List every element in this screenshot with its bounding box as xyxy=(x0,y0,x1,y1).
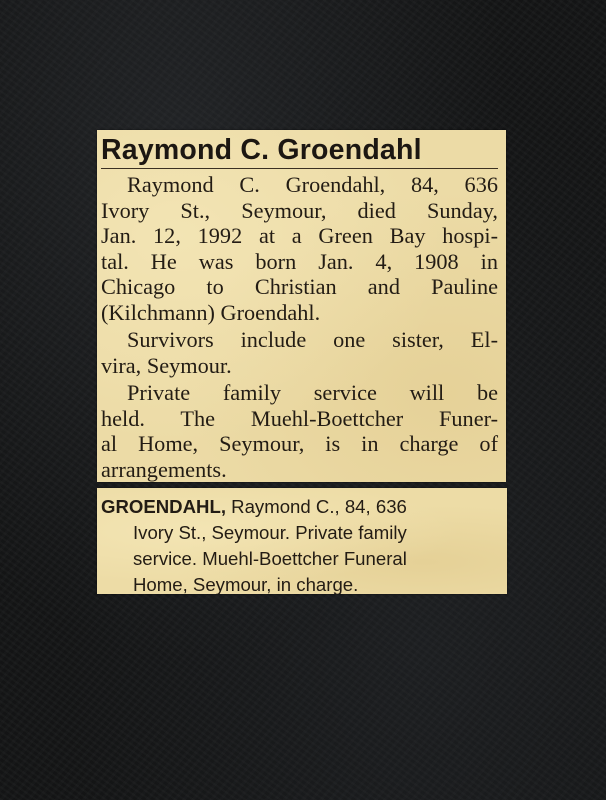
body-line: tal. He was born Jan. 4, 1908 in xyxy=(101,248,498,274)
notice-line: Ivory St., Seymour. Private family xyxy=(133,522,407,543)
obituary-clipping xyxy=(97,130,506,482)
body-line: Ivory St., Seymour, died Sunday, xyxy=(101,197,498,223)
body-line: held. The Muehl-Boettcher Funer- xyxy=(101,405,498,431)
notice-line: service. Muehl-Boettcher Funeral xyxy=(133,548,407,569)
notice-first-line xyxy=(101,494,493,520)
body-line: Raymond C. Groendahl, 84, 636 xyxy=(127,172,498,197)
obituary-headline: Raymond C. Groendahl xyxy=(101,134,422,166)
notice-surname: GROENDAHL, xyxy=(101,496,226,517)
body-line: Chicago to Christian and Pauline xyxy=(101,274,498,299)
body-line: (Kilchmann) Groendahl. xyxy=(101,299,321,325)
body-line: Jan. 12, 1992 at a Green Bay hospi- xyxy=(101,223,498,248)
headline-rule xyxy=(101,168,498,169)
notice-line: Home, Seymour, in charge. xyxy=(133,574,359,594)
body-line: Survivors include one sister, El- xyxy=(127,327,498,352)
body-line: Private family service will be xyxy=(127,380,498,405)
funeral-notice-clipping xyxy=(97,488,507,594)
body-line: vira, Seymour. xyxy=(101,352,232,378)
body-line: al Home, Seymour, is in charge of xyxy=(101,431,498,456)
body-line: arrangements. xyxy=(101,456,227,482)
obituary-body xyxy=(101,172,498,482)
notice-first-line-text: Raymond C., 84, 636 xyxy=(226,496,407,517)
